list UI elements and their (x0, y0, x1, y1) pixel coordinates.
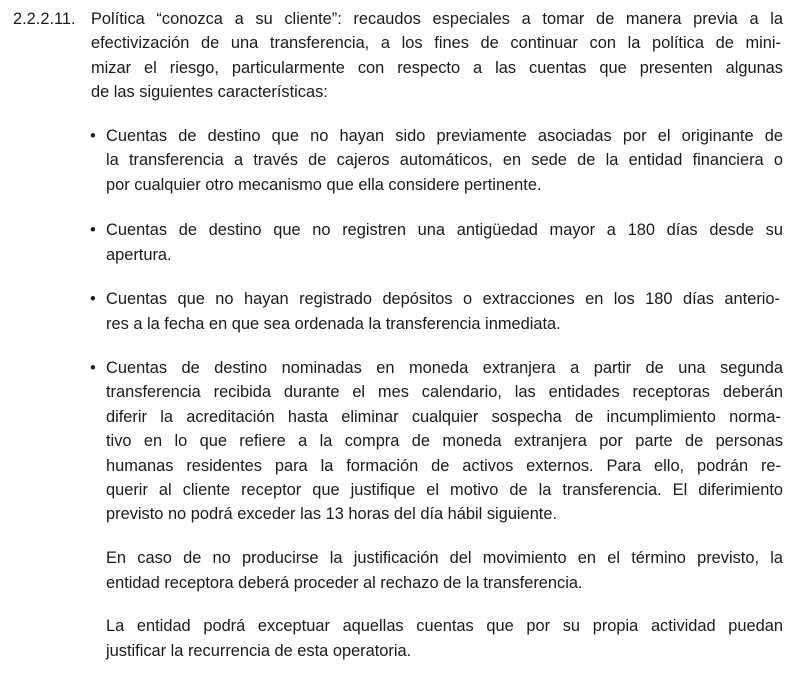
paragraph-text-line: La entidad podrá exceptuar aquellas cuentas que por su propia actividad puedan (106, 617, 783, 635)
bullet-text-line: Cuentas de destino que no hayan sido previamente asociadas por el originante de (106, 127, 783, 145)
bullet-text-line: humanas residentes para la formación de activos externos. Para ello, podrán re- (106, 457, 781, 475)
bullet-marker: • (90, 359, 96, 377)
bullet-marker: • (90, 290, 96, 308)
bullet-text-line: res a la fecha en que sea ordenada la transferencia inmediata. (106, 315, 561, 333)
bullet-text-line: Cuentas que no hayan registrado depósitos o extracciones en los 180 días anterio- (106, 290, 780, 308)
bullet-text-line: Cuentas de destino nominadas en moneda extranjera a partir de una segunda (106, 359, 783, 377)
bullet-text-line: transferencia recibida durante el mes calendario, las entidades receptoras deberán (106, 383, 783, 401)
paragraph-text-line: justificar la recurrencia de esta operatoria. (106, 642, 412, 660)
section-number: 2.2.2.11. (13, 10, 76, 28)
section-text-line: efectivización de una transferencia, a los fines de continuar con la política de mini- (91, 34, 781, 52)
bullet-marker: • (90, 127, 96, 145)
section-text-line: mizar el riesgo, particularmente con respecto a las cuentas que presenten algunas (91, 59, 783, 77)
paragraph-text-line: entidad receptora deberá proceder al rechazo de la transferencia. (106, 574, 583, 592)
bullet-text-line: tivo en lo que refiere a la compra de moneda extranjera por parte de personas (106, 432, 783, 450)
bullet-text-line: por cualquier otro mecanismo que ella considere pertinente. (106, 176, 542, 194)
section-text-line: Política “conozca a su cliente”: recaudos especiales a tomar de manera previa a la (91, 10, 783, 28)
paragraph-text-line: En caso de no producirse la justificación del movimiento en el término previsto, la (106, 549, 783, 567)
bullet-text-line: previsto no podrá exceder las 13 horas del día hábil siguiente. (106, 505, 558, 523)
bullet-text-line: diferir la acreditación hasta eliminar cualquier sospecha de incumplimiento norma- (106, 408, 781, 426)
bullet-marker: • (90, 221, 96, 239)
bullet-text-line: querir al cliente receptor que justifique el motivo de la transferencia. El diferimiento (106, 481, 783, 499)
bullet-text-line: la transferencia a través de cajeros automáticos, en sede de la entidad financiera o (106, 151, 783, 169)
bullet-text-line: Cuentas de destino que no registren una antigüedad mayor a 180 días desde su (106, 221, 783, 239)
bullet-text-line: apertura. (106, 246, 172, 264)
section-text-line: de las siguientes características: (91, 83, 328, 101)
